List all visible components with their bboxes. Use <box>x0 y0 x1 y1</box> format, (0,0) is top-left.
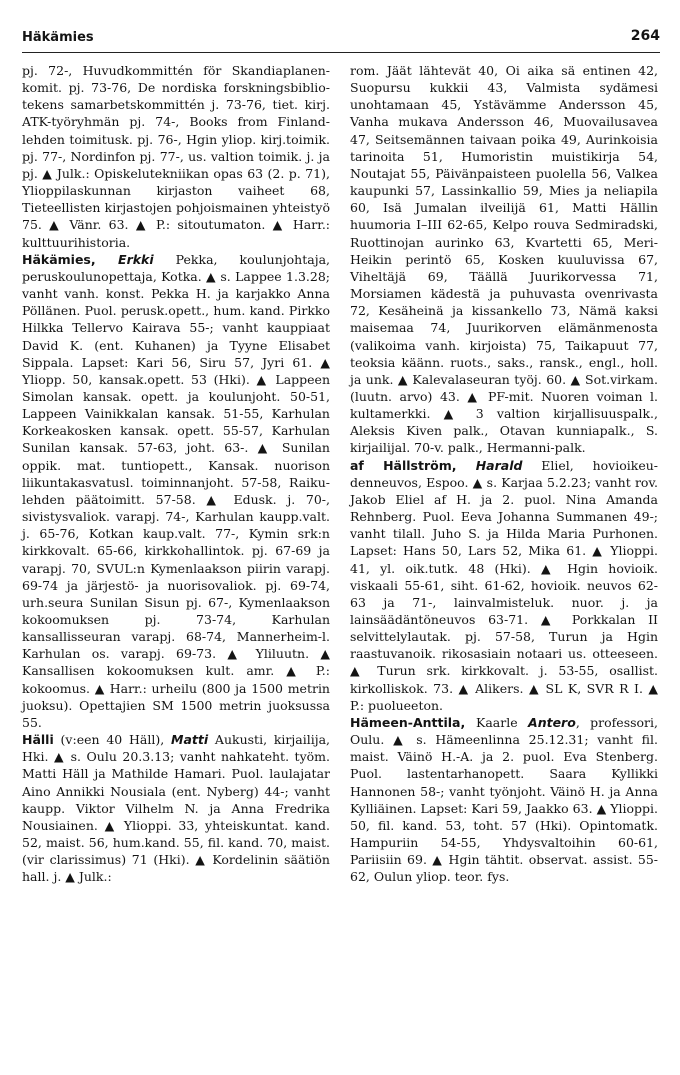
entry-text: , professori, Oulu. ▲ s. Hämeenlinna 25.12.31; vanht fil. maist. Väinö H.-A. ja 2. puol. Eva Stenberg. Puol. lastentarhanopett. Saara Kyllikki Hannonen 58-; vanht työnjoht. Väinö H. ja Anna Kylliäinen. Lapset: Kari 59, Jaakko 63. ▲ Ylioppi. 50, fil. kand. 53, toht. 57 (Hki). Opintomatk. Hampuriin 54-55, Yhdysvaltoihin 60-61, Pariisiin 69. ▲ Hgin tähtit. observat. assist. 55-62, Oulun yliop. teor. fys. <box>350 714 659 885</box>
entry-text: Aukusti, kirjailija, Hki. ▲ s. Oulu 20.3.13; vanht nahkateht. työm. Matti Häll ja Mathilde Hamari. Puol. laulajatar Aino Annikki Nousiala (ent. Nyberg) 44-; vanht kaupp. Viktor Vilhelm N. ja Anna Fredrika Nousiainen. ▲ Ylioppi. 33, yhteiskuntat. kand. 52, maist. 56, hum.kand. 55, fil. kand. 70, maist. (vir clarissimus) 71 (Hki). ▲ Kordelinin säätiön hall. j. ▲ Julk.: <box>22 732 331 885</box>
running-head: Häkämies <box>22 30 94 45</box>
entry-text: Pekka, koulunjohtaja, peruskoulunopettaja, Kotka. ▲ s. Lappee 1.3.28; vanht vanh. konst. Pekka H. ja karjakko Anna Pöllänen. Puol. perusk.opett., hum. kand. Pirkko Hilkka Tellervo Kairava 55-; vanht kauppiaat David K. (ent. Kuhanen) ja Tyyne Elisabet Sippala. Lapset: Kari 56, Siru 57, Jyri 61. ▲ Yliopp. 50, kansak.opett. 53 (Hki). ▲ Lappeen Simolan kansak. opett. ja koulunjoht. 50-51, Lappeen Vainikkalan kansak. 51-55, Karhulan Korkeakosken kansak. opett. 55-57, Karhulan Sunilan kansak. 57-63, joht. 63-. ▲ Sunilan oppik. mat. tuntiopett., Kansak. nuorison liikuntakasvatusl. toiminnanjoht. 57-58, Raiku-lehden päätoimitt. 57-58. ▲ Edusk. j. 70-, sivistysvaliok. varapj. 74-, Karhulan kaupp.valt. j. 65-76, Kotkan kaup.valt. 77-, Kymin srk:n kirkkovalt. 65-66, kirkkohallintok. pj. 67-69 ja varapj. 70, SVUL:n Kymenlaakson piirin varapj. 69-74 ja järjestö- ja nuorisovaliok. pj. 69-74, urh.seura Sunilan Sisun pj. 67-, Kymenlaakson kokoomuksen pj. 73-74, Karhulan kansallisseuran varapj. 68-74, Mannerheim-l. Karhulan os. varapj. 69-73. ▲ Yliluutn. ▲ Kansallisen kokoomuksen kult. amr. ▲ P.: kokoomus. ▲ Harr.: urheilu (800 ja 1500 metrin juoksu). Opettajien SM 1500 metrin juoksussa 55. <box>22 251 330 730</box>
entry-paragraph <box>350 457 658 714</box>
entry-text: Eliel, hovioikeudenneuvos, Espoo. ▲ s. Karjaa 5.2.23; vanht rov. Jakob Eliel af H. ja 2. puol. Nina Amanda Rehnberg. Puol. Eeva Johanna Summanen 49-; vanht tilall. Juho S. ja Hilda Maria Purhonen. Lapset: Hans 50, Lars 52, Mika 61. ▲ Ylioppi. 41, yl. oik.tutk. 48 (Hki). ▲ Hgin hovioik. viskaali 55-61, siht. 61-62, hovioik. neuvos 62-63 ja 71-, lainvalmisteluk. nuor. j. ja lainsäädäntöneuvos 63-71. ▲ Porkkalan II selvittelylautak. pj. 57-58, Turun ja Hgin raastuvanoik. rikosasiain notaari us. otteeseen. ▲ Turun srk. kirkkovalt. j. 53-55, osallist. kirkolliskok. 73. ▲ Alikers. ▲ SL K, SVR R I. ▲ P.: puolueeton. <box>350 457 659 713</box>
entry-paragraph <box>22 731 330 885</box>
entry-text: rom. Jäät lähtevät 40, Oi aika sä entinen 42, Suopursu kukkii 43, Valmista sydämesi unohtamaan 45, Ystävämme Andersson 45, Vanha mukava Andersson 46, Muovailusavea 47, Seitsemännen taivaan poika 49, Aurinkoisia tarinoita 51, Humoristin muistikirja 54, Noutajat 55, Päivänpaisteen puolella 56, Valkea kaupunki 57, Lassinkallio 59, Mies ja neliapila 60, Isä Jumalan ilveilijä 61, Matti Hällin huumoria I–III 62-65, Kelpo rouva Sedmiradski, Ruottinojan aurinko 63, Kvartetti 65, MeriHeikin perintö 65, Kosken kuuluvissa 67, Viheltäjä 69, Täällä Juurikorvessa 71, Morsiamen kädestä ja puhuvasta ovenrivasta 72, Kesäheinä ja kissankello 73, Nämä kaksi maisemaa 74, Juurikorven elämänmenosta (valikoima vanh. kirjoista) 75, Taikapuut 77, teoksia käänn. ruots., saks., ransk., engl., holl. ja unk. ▲ Kalevalaseuran työj. 60. ▲ Sot.virkam. (luutn. arvo) 43. ▲ PF-mit. Nuoren voiman l. kultamerkki. ▲ 3 valtion kirjallisuuspalk., Aleksis Kiven palk., Otavan kunniapalk., S. kirjailijal. 70-v. palk., Hermanni-palk. <box>350 63 658 456</box>
entry-first-name: Harald <box>475 457 523 473</box>
entry-paragraph <box>22 251 330 731</box>
page-number: 264 <box>630 28 660 44</box>
page-header <box>22 22 660 53</box>
entry-headword: Hälli <box>22 732 54 748</box>
entry-text: pj. 72-, Huvudkommittén för Skandiaplanen-komit. pj. 73-76, De nordiska forskningsbibliotekens samarbetskommittén j. 73-76, tiet. kirj. ATK-työryhmän pj. 74-, Books from Finland-lehden toimitusk. pj. 76-, Hgin yliop. kirj.toimik. pj. 77-, Nordinfon pj. 77-, us. valtion toimik. j. ja pj. ▲ Julk.: Opiskelutekniikan opas 63 (2. p. 71), Ylioppilaskunnan kirjaston vaiheet 68, Tieteellisten kirjastojen pohjoismainen yhteistyö 75. ▲ Vänr. 63. ▲ P.: sitoutumaton. ▲ Harr.: kulttuurihistoria. <box>22 63 330 250</box>
entry-paragraph <box>350 714 658 886</box>
entry-first-name: Matti <box>171 732 209 748</box>
entry-text: Kaarle <box>476 714 529 730</box>
entry-paragraph <box>350 62 658 457</box>
entry-text: (v:een 40 Häll), <box>53 732 172 748</box>
entry-headword: Häkämies, <box>22 251 119 267</box>
right-column <box>350 62 658 886</box>
entry-first-name: Antero <box>528 714 576 730</box>
entry-paragraph <box>22 62 330 251</box>
entry-first-name: Erkki <box>118 251 154 267</box>
entry-headword: af Hällström, <box>350 457 476 473</box>
entry-headword: Hämeen-Anttila, <box>350 714 477 730</box>
left-column <box>22 62 330 886</box>
